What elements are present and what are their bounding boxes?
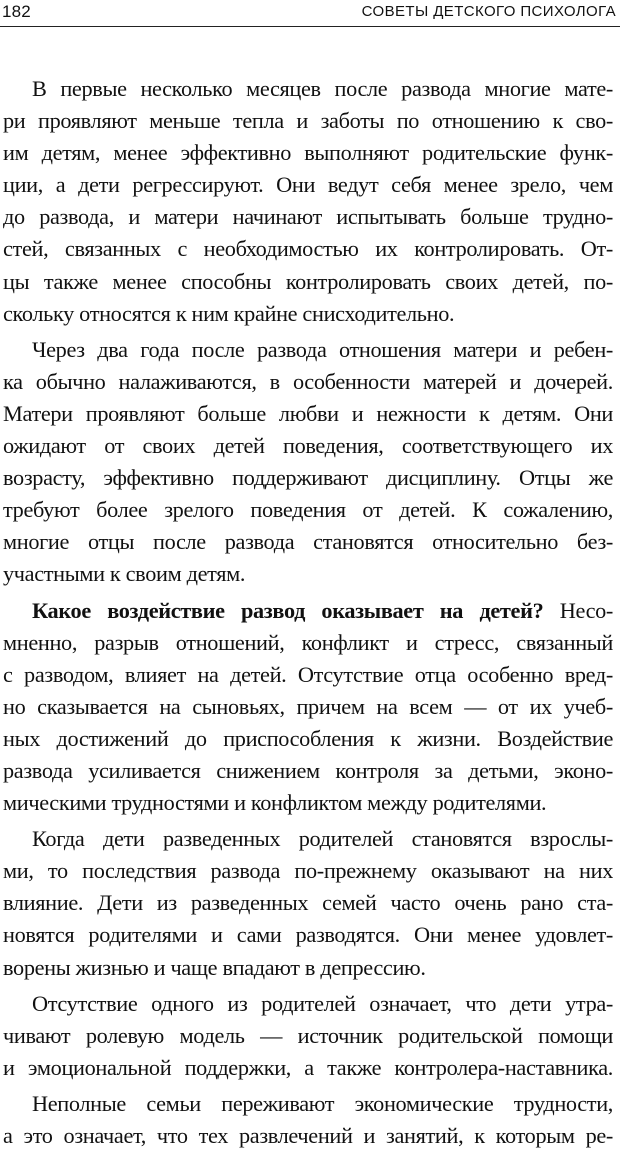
paragraph	[3, 73, 613, 330]
text-line: цы также менее способны контролировать своих детей, по-	[3, 268, 613, 294]
text-line: ри проявляют меньше тепла и заботы по отношению к сво-	[3, 108, 613, 134]
text-line: Неполные семьи переживают экономические трудности,	[32, 1090, 613, 1116]
body-text	[3, 73, 613, 1152]
text-line: многие отцы после развода становятся относительно без-	[3, 529, 613, 555]
text-line: новятся родителями и сами разводятся. Они менее удовлет-	[3, 922, 613, 948]
paragraph	[3, 595, 613, 820]
text-line: чивают ролевую модель — источник родительской помощи	[3, 1022, 613, 1048]
text-line: Матери проявляют больше любви и нежности к детям. Они	[3, 400, 613, 426]
text-line: и эмоциональной поддержки, а также контролера-наставника.	[3, 1054, 613, 1080]
text-line: ных достижений до приспособления к жизни. Воздействие	[3, 725, 613, 751]
text-line: но сказывается на сыновьях, причем на всем — от их учеб-	[3, 693, 613, 719]
text-line: ка обычно налаживаются, в особенности матерей и дочерей.	[3, 368, 613, 394]
text-line: им детям, менее эффективно выполняют родительские функ-	[3, 140, 613, 166]
text-line: стей, связанных с необходимостью их контролировать. От-	[3, 236, 613, 262]
text-line: ми, то последствия развода по-прежнему оказывают на них	[3, 858, 613, 884]
text-line: скольку относятся к ним крайне снисходительно.	[3, 300, 455, 326]
text-line: участными к своим детям.	[3, 561, 246, 587]
text-line: мическими трудностями и конфликтом между родителями.	[3, 790, 547, 816]
text-line: ожидают от своих детей поведения, соответствующего их	[3, 433, 613, 459]
running-header	[0, 0, 620, 27]
text-line: ции, а дети регрессируют. Они ведут себя менее зрело, чем	[3, 172, 613, 198]
text-line: а это означает, что тех развлечений и занятий, к которым ре-	[3, 1123, 613, 1148]
paragraph	[3, 823, 613, 983]
text-line: возрасту, эффективно поддерживают дисциплину. Отцы же	[3, 465, 613, 491]
paragraph	[3, 1088, 613, 1152]
paragraph	[3, 334, 613, 591]
text-line: Через два года после развода отношения матери и ребен-	[32, 336, 613, 362]
text-line: до развода, и матери начинают испытывать больше трудно-	[3, 204, 613, 230]
text-line: Когда дети разведенных родителей становятся взрослы-	[32, 826, 613, 852]
running-title: СОВЕТЫ ДЕТСКОГО ПСИХОЛОГА	[361, 3, 616, 20]
text-line: развода усиливается снижением контроля за детьми, эконо-	[3, 757, 613, 783]
text-run: Несо-	[543, 597, 613, 623]
text-line: Отсутствие одного из родителей означает, что дети утра-	[32, 990, 613, 1016]
page-number: 182	[2, 2, 31, 21]
text-line	[3, 595, 613, 627]
text-line: ворены жизнью и чаще впадают в депрессию.	[3, 954, 426, 980]
run-in-heading: Какое воздействие развод оказывает на детей?	[32, 597, 544, 623]
text-line: влияние. Дети из разведенных семей часто очень рано ста-	[3, 890, 613, 916]
text-line: В первые несколько месяцев после развода многие мате-	[32, 76, 613, 101]
paragraph	[3, 988, 613, 1084]
text-line: с разводом, влияет на детей. Отсутствие отца особенно вред-	[3, 661, 613, 687]
text-line: требуют более зрелого поведения от детей. К сожалению,	[3, 497, 613, 523]
text-line: мненно, разрыв отношений, конфликт и стресс, связанный	[3, 629, 613, 655]
